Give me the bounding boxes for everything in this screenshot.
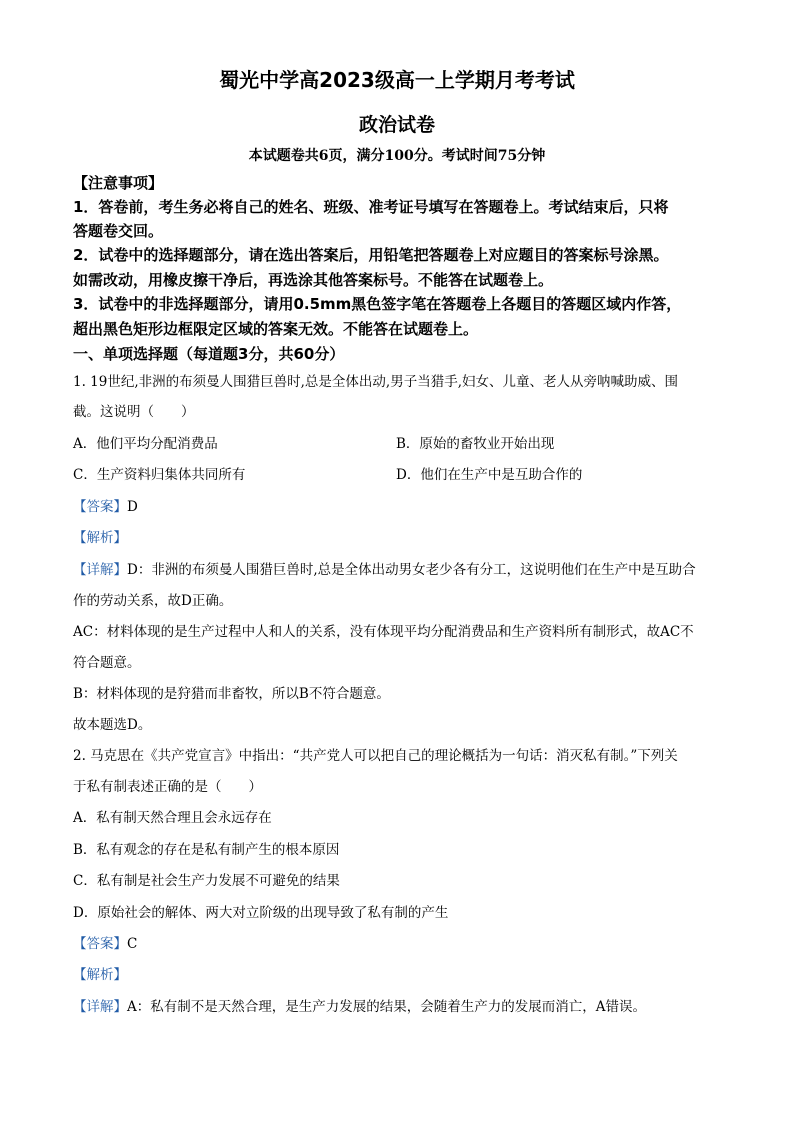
notice-line: 1．答卷前，考生务必将自己的姓名、班级、准考证号填写在答题卷上。考试结束后，只将 — [73, 198, 669, 216]
section-heading: 一、单项选择题（每道题3分，共60分） — [73, 345, 345, 363]
question-1-answer — [73, 497, 138, 517]
question-2-analysis — [73, 965, 127, 985]
question-1-stem: 1. 19世纪,非洲的布须曼人围猎巨兽时,总是全体出动,男子当猎手,妇女、儿童、老人从旁呐喊助威、围 — [73, 374, 679, 390]
answer-tag: 【答案】 — [73, 499, 127, 515]
notice-line: 3．试卷中的非选择题部分，请用0.5mm黑色签字笔在答题卷上各题目的答题区域内作答， — [73, 295, 682, 313]
question-1-detail: 符合题意。 — [73, 655, 141, 671]
question-2-stem: 2. 马克思在《共产党宣言》中指出：“共产党人可以把自己的理论概括为一句话：消灭私有制。”下列关 — [73, 748, 678, 764]
detail-text: D：非洲的布须曼人围猎巨兽时,总是全体出动男女老少各有分工，这说明他们在生产中是互助合 — [127, 562, 696, 578]
question-1-detail: 故本题选D。 — [73, 717, 152, 733]
question-1-detail — [73, 560, 696, 580]
question-2-stem: 于私有制表述正确的是（ ） — [73, 779, 262, 795]
exam-subject: 政治试卷 — [358, 114, 435, 136]
notice-line: 超出黑色矩形边框限定区域的答案无效。不能答在试题卷上。 — [73, 320, 479, 338]
notice-heading: 【注意事项】 — [73, 174, 164, 192]
question-1-option-c: C．生产资料归集体共同所有 — [73, 467, 246, 483]
notice-line: 答题卷交回。 — [73, 222, 164, 240]
exam-info: 本试题卷共6页，满分100分。考试时间75分钟 — [248, 148, 546, 164]
question-2-answer — [73, 934, 137, 954]
question-1-stem: 截。这说明（ ） — [73, 404, 195, 420]
question-2-option-b: B．私有观念的存在是私有制产生的根本原因 — [73, 842, 340, 858]
analysis-tag: 【解析】 — [73, 967, 127, 983]
question-1-option-b: B．原始的畜牧业开始出现 — [396, 436, 555, 452]
question-1-analysis — [73, 528, 127, 548]
question-1-option-a: A．他们平均分配消费品 — [73, 436, 218, 452]
answer-value: C — [127, 936, 138, 952]
analysis-tag: 【解析】 — [73, 530, 127, 546]
question-2-detail — [73, 997, 646, 1017]
question-1-detail: AC：材料体现的是生产过程中人和人的关系，没有体现平均分配消费品和生产资料所有制形式，故AC不 — [73, 624, 694, 640]
exam-title: 蜀光中学高2023级高一上学期月考考试 — [219, 68, 575, 92]
question-1-option-d: D．他们在生产中是互助合作的 — [396, 467, 583, 483]
detail-text: A：私有制不是天然合理，是生产力发展的结果，会随着生产力的发展而消亡，A错误。 — [127, 999, 646, 1015]
detail-tag: 【详解】 — [73, 999, 127, 1015]
answer-value: D — [127, 499, 138, 515]
question-1-detail: B：材料体现的是狩猎而非畜牧，所以B不符合题意。 — [73, 686, 390, 702]
answer-tag: 【答案】 — [73, 936, 127, 952]
notice-line: 如需改动，用橡皮擦干净后，再选涂其他答案标号。不能答在试题卷上。 — [73, 271, 554, 289]
detail-tag: 【详解】 — [73, 562, 127, 578]
question-2-option-d: D．原始社会的解体、两大对立阶级的出现导致了私有制的产生 — [73, 905, 449, 921]
question-2-option-c: C．私有制是社会生产力发展不可避免的结果 — [73, 873, 340, 889]
question-2-option-a: A．私有制天然合理且会永远存在 — [73, 810, 272, 826]
notice-line: 2．试卷中的选择题部分，请在选出答案后，用铅笔把答题卷上对应题目的答案标号涂黑。 — [73, 246, 669, 264]
question-1-detail: 作的劳动关系，故D正确。 — [73, 593, 233, 609]
